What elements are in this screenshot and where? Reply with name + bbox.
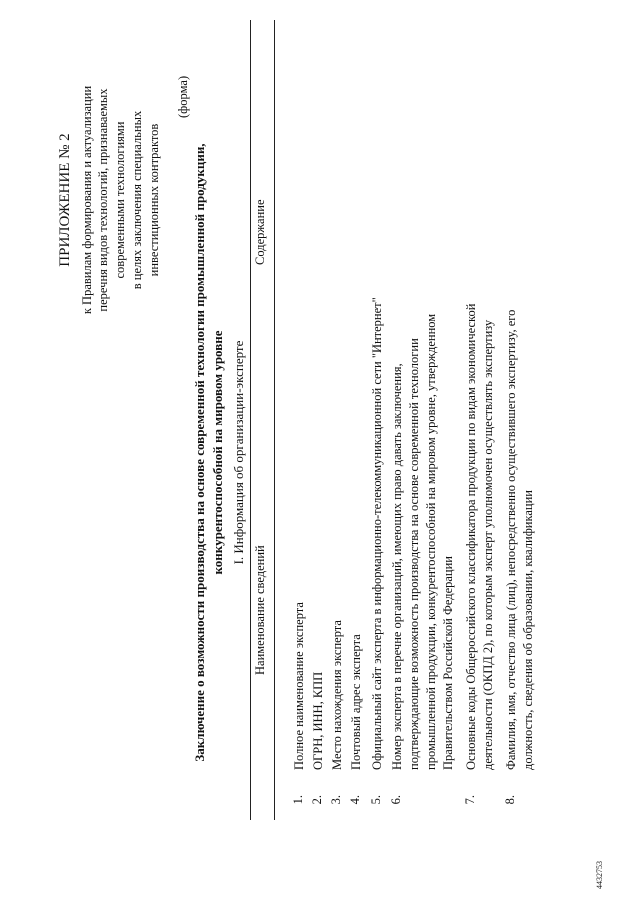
row-label: Полное наименование эксперта [292,602,306,770]
row-number: 1. [291,795,305,805]
appendix-subtitle-line: перечня видов технологий, признаваемых [96,88,110,312]
form-label: (форма) [176,75,190,118]
section-title: I. Информация об организации-эксперте [231,340,246,565]
row-label: подтверждающие возможность производства на основе современной технологии [407,338,421,770]
row-number: 8. [503,795,517,805]
row-number: 7. [463,795,477,805]
row-label: деятельности (ОКПД 2), по которым эксперт уполномочен осуществлять экспертизу [481,319,495,770]
row-label: промышленной продукции, конкурентоспособной на мировом уровне, утвержденном [424,313,438,770]
row-number: 2. [310,795,324,805]
appendix-subtitle-line: современными технологиями [113,121,127,279]
row-number: 4. [348,795,362,805]
row-number: 5. [369,795,383,805]
column-header-content: Содержание [253,199,267,265]
appendix-subtitle-line: в целях заключения специальных [130,110,144,290]
row-label: Основные коды Общероссийского классификатора продукции по видам экономической [464,303,478,770]
document-stamp-number: 4432753 [595,861,604,889]
column-header-name: Наименование сведений [253,545,267,675]
table-header-rule [274,20,275,820]
table-top-rule [250,20,251,820]
document-title-line: Заключение о возможности производства на основе современной технологии промышленной продукции, [192,143,207,762]
appendix-subtitle-line: инвестиционных контрактов [147,123,161,277]
row-label: должность, сведения об образовании, квалификации [521,490,535,770]
appendix-title: ПРИЛОЖЕНИЕ № 2 [57,133,73,267]
row-label: Официальный сайт эксперта в информационно-телекоммуникационной сети "Интернет" [370,297,384,770]
row-label: ОГРН, ИНН, КПП [311,671,325,770]
row-label: Правительством Российской Федерации [441,555,455,770]
row-label: Фамилия, имя, отчество лица (лиц), непосредственно осуществившего экспертизу, его [504,309,518,770]
row-number: 6. [389,795,403,805]
row-label: Номер эксперта в перечне организаций, имеющих право давать заключения, [390,363,404,770]
document-title-line: конкурентоспособной на мировом уровне [210,330,225,575]
row-number: 3. [329,795,343,805]
appendix-subtitle-line: к Правилам формирования и актуализации [80,85,94,315]
row-label: Место нахождения эксперта [330,620,344,770]
row-label: Почтовый адрес эксперта [349,634,363,770]
